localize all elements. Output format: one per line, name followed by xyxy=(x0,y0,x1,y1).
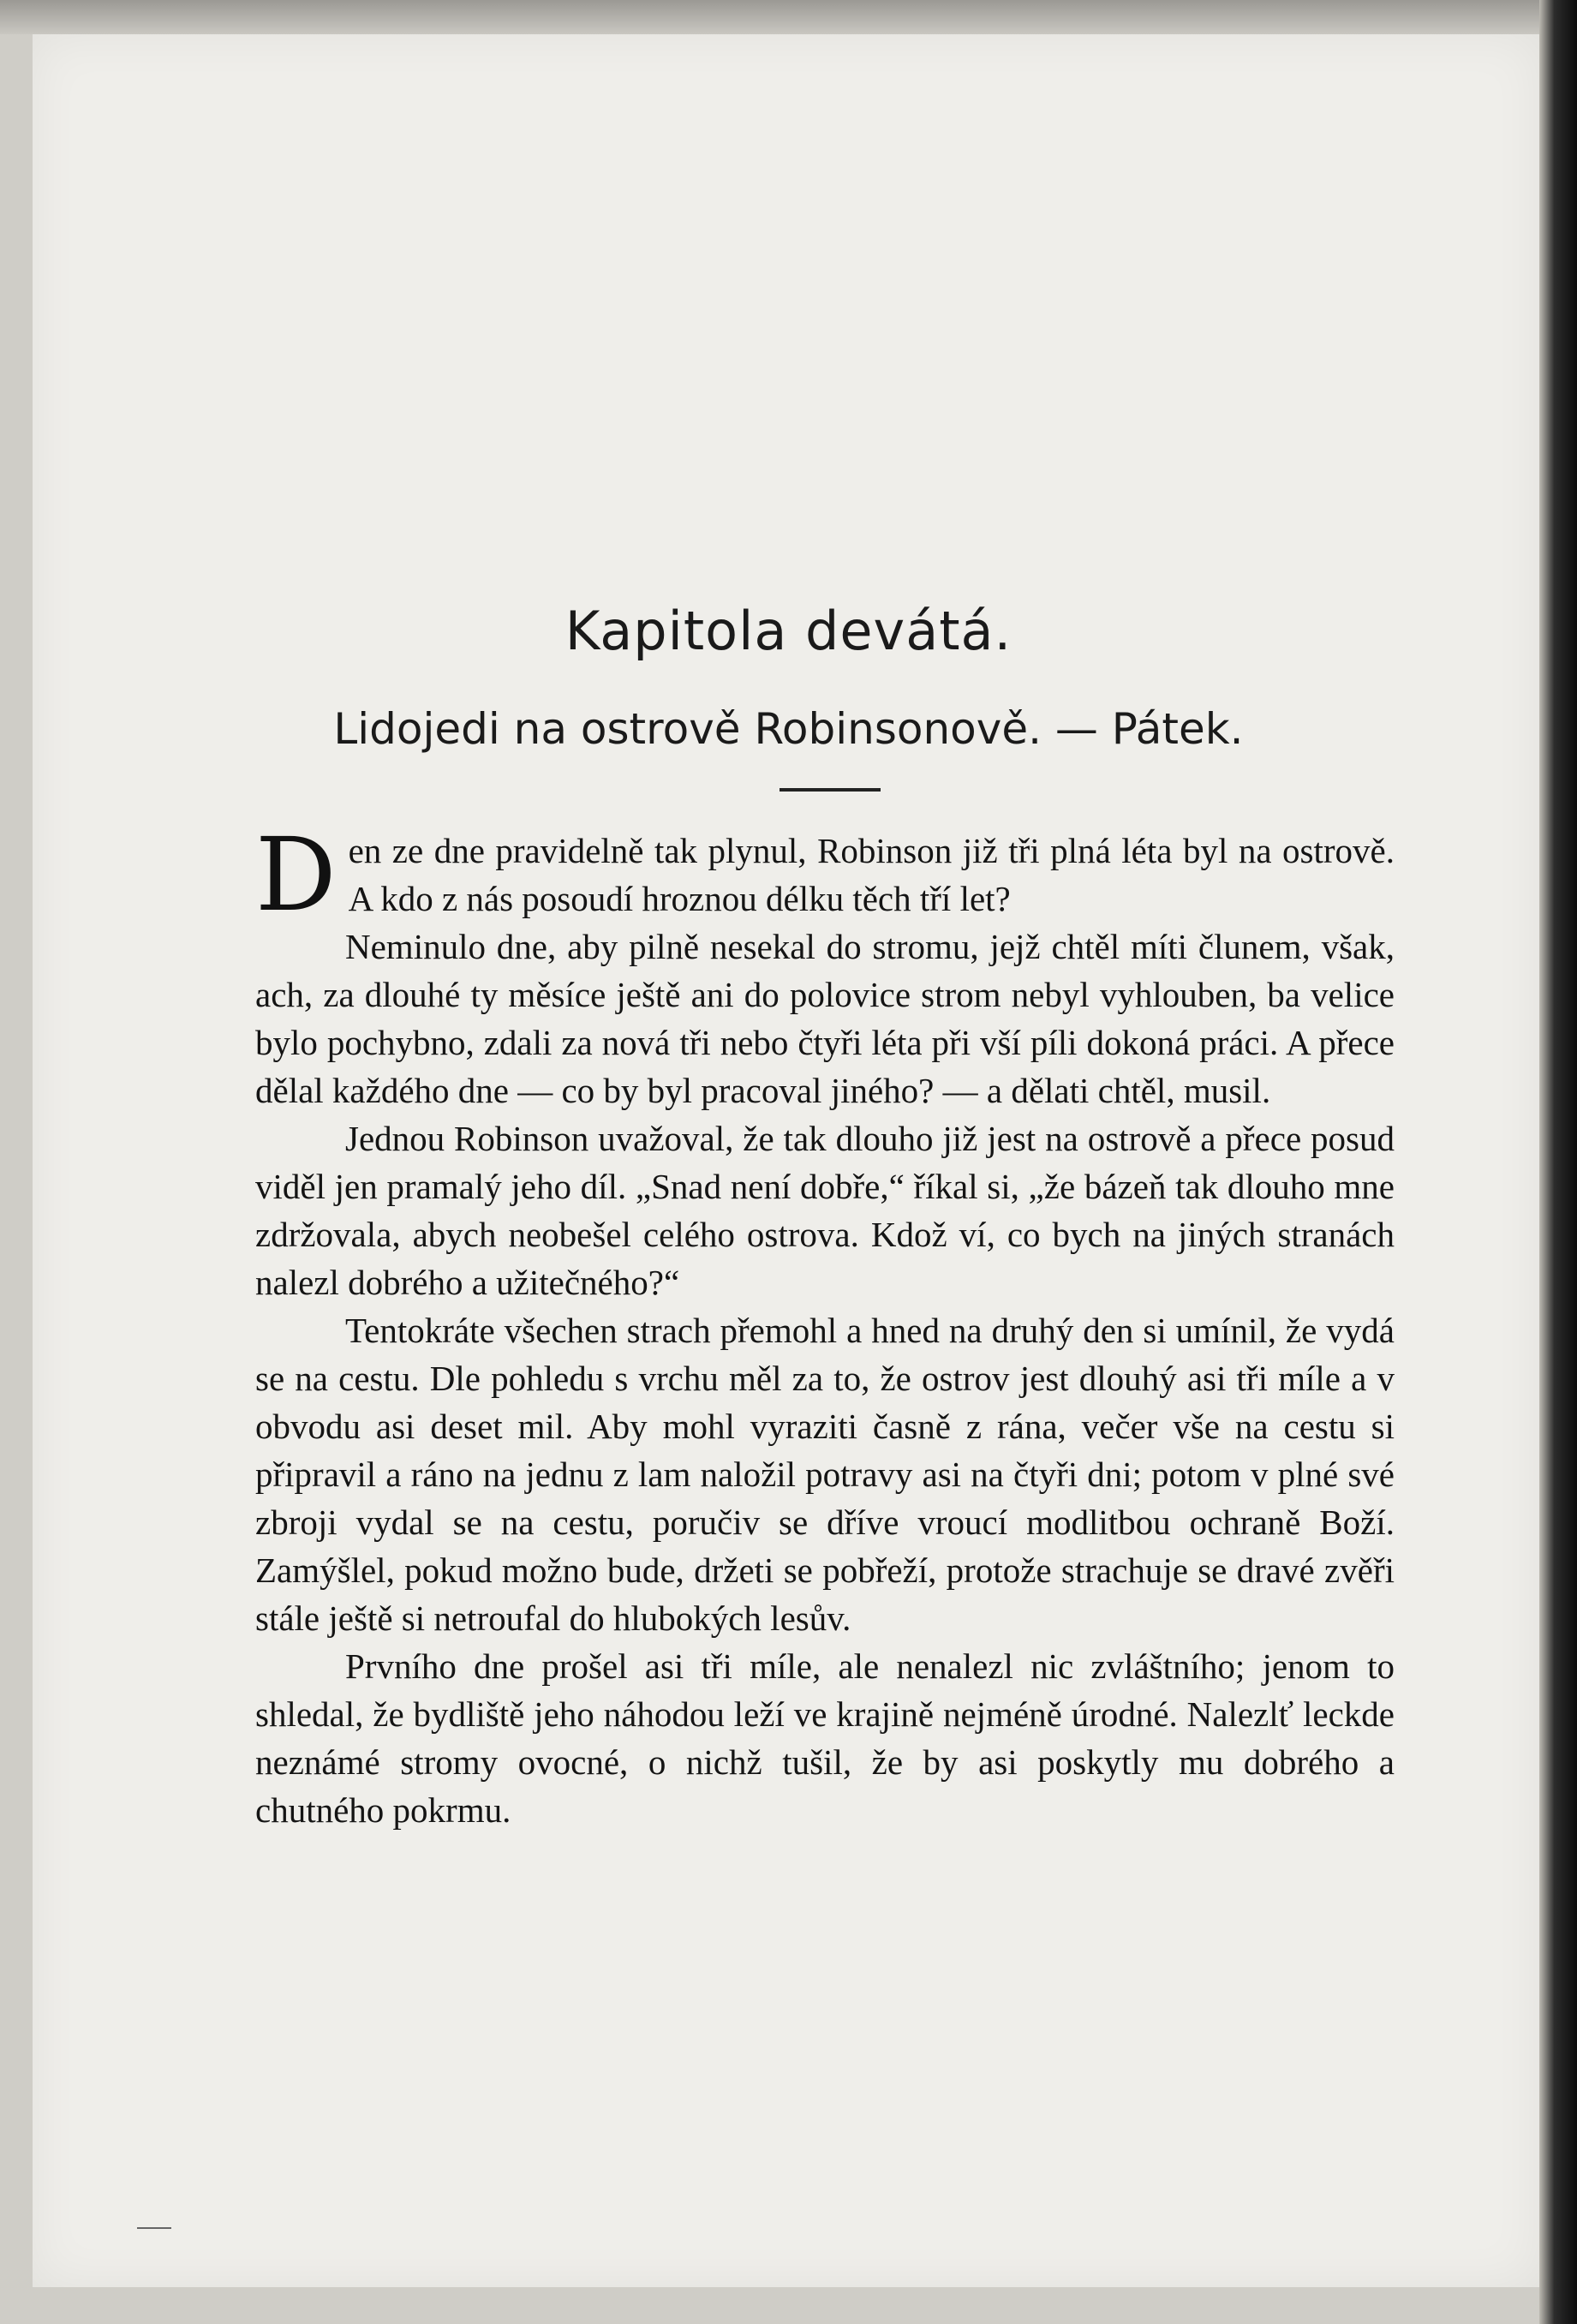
drop-cap: D xyxy=(255,815,337,934)
title-divider xyxy=(780,788,881,792)
paragraph-2: Neminulo dne, aby pilně nesekal do stromu, jejž chtěl míti člunem, však, ach, za dlouhé ty měsíce ještě ani do polovice strom nebyl vyhlouben, ba velice bylo pochybno, zdali za nová tři nebo čtyři léta při vší píli dokoná práci. A přece dělal každého dne — co by byl pracoval jiného? — a dělati chtěl, musil. xyxy=(255,927,1395,1110)
paragraph-5: Prvního dne prošel asi tři míle, ale nenalezl nic zvláštního; jenom to shledal, že bydliště jeho náhodou leží ve krajině nejméně úrodné. Nalezlť leckde neznámé stromy ovocné, o nichž tušil, že by asi poskytly mu dobrého a chutného pokrmu. xyxy=(255,1646,1395,1830)
scan-speck xyxy=(137,2227,171,2229)
paragraph-3: Jednou Robinson uvažoval, že tak dlouho již jest na ostrově a přece posud viděl jen pramalý jeho díl. „Snad není dobře,“ říkal si, „že bázeň tak dlouho mne zdržovala, abych neobešel celého ostrova. Kdož ví, co bych na jiných stranách nalezl dobrého a užitečného?“ xyxy=(255,1119,1395,1302)
chapter-subtitle: Lidojedi na ostrově Robinsonově. — Pátek. xyxy=(333,704,1244,754)
paragraph-4: Tentokráte všechen strach přemohl a hned na druhý den si umínil, že vydá se na cestu. Dle pohledu s vrchu měl za to, že ostrov jest dlouhý asi tři míle a v obvodu asi deset mil. Aby mohl vyraziti časně z rána, večer vše na cestu si připravil a ráno na jednu z lam naložil potravy asi na čtyři dni; potom v plné své zbroji vydal se na cestu, poručiv se dříve vroucí modlitbou ochraně Boží. Zamýšlel, pokud možno bude, držeti se pobřeží, protože strachuje se dravé zvěři stále ještě si netroufal do hlubokých lesův. xyxy=(255,1311,1395,1638)
paragraph-1 xyxy=(255,815,1395,934)
paragraph-1-text: en ze dne pravidelně tak plynul, Robinson již tři plná léta byl na ostrově. A kdo z nás posoudí hroznou délku těch tří let? xyxy=(348,831,1395,918)
chapter-body xyxy=(255,815,1395,1834)
chapter-title: Kapitola devátá. xyxy=(564,600,1013,662)
scan-top-edge xyxy=(0,0,1577,34)
scan-binding-shadow xyxy=(1539,0,1577,2324)
